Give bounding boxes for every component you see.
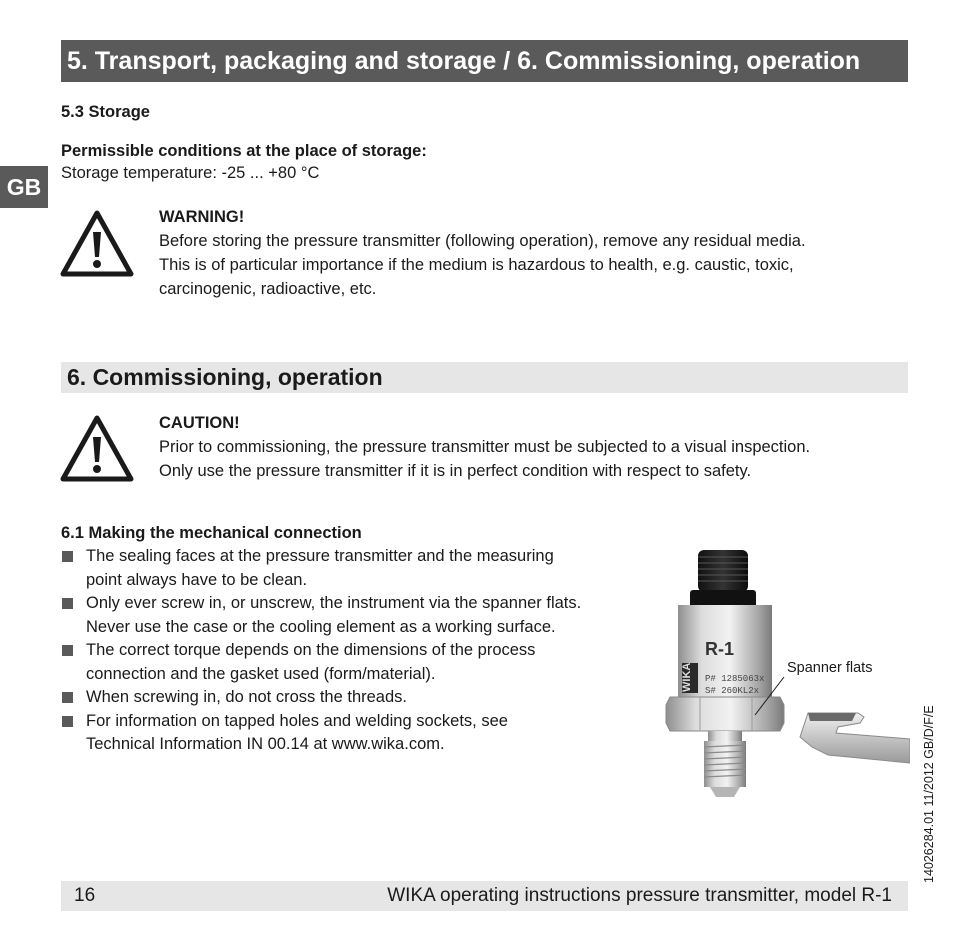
bullet-square-icon — [62, 716, 73, 727]
footer-title: WIKA operating instructions pressure transmitter, model R-1 — [387, 885, 892, 906]
spanner-flats-callout: Spanner flats — [787, 660, 873, 676]
caution-line: Only use the pressure transmitter if it is in perfect condition with respect to safety. — [159, 462, 752, 480]
list-item: Only ever screw in, or unscrew, the instrument via the spanner flats. Never use the case or the cooling element as a working surface. — [61, 592, 661, 639]
bullet-square-icon — [62, 645, 73, 656]
bullet-square-icon — [62, 551, 73, 562]
warning-triangle-icon — [60, 415, 134, 483]
section-header-6: 6. Commissioning, operation — [61, 362, 908, 393]
serial-s: S# 260KL2x — [705, 686, 760, 696]
storage-heading: 5.3 Storage — [61, 103, 150, 121]
brand-mark: WIKA — [681, 662, 693, 692]
section-header-5-6: 5. Transport, packaging and storage / 6. Commissioning, operation — [61, 40, 908, 82]
storage-conditions-heading: Permissible conditions at the place of storage: — [61, 142, 427, 160]
document-code: 14026284.01 11/2012 GB/D/F/E — [922, 705, 936, 883]
list-item: When screwing in, do not cross the threads. — [61, 686, 661, 710]
list-item: The sealing faces at the pressure transmitter and the measuring point always have to be clean. — [61, 545, 661, 592]
warning-triangle-icon — [60, 210, 134, 278]
caution-line: Prior to commissioning, the pressure transmitter must be subjected to a visual inspection. — [159, 438, 811, 456]
warning-line: Before storing the pressure transmitter (following operation), remove any residual media. — [159, 232, 806, 250]
mechanical-connection-heading: 6.1 Making the mechanical connection — [61, 524, 362, 542]
language-tab-gb: GB — [0, 166, 48, 208]
pressure-transmitter-photo — [660, 545, 910, 800]
list-item: For information on tapped holes and welding sockets, see Technical Information IN 00.14 at www.wika.com. — [61, 710, 661, 757]
list-item: The correct torque depends on the dimensions of the process connection and the gasket used (form/material). — [61, 639, 661, 686]
warning-title: WARNING! — [159, 208, 245, 226]
page-footer — [61, 881, 908, 911]
mechanical-bullet-list — [61, 545, 661, 757]
bullet-square-icon — [62, 692, 73, 703]
model-mark: R-1 — [705, 639, 735, 659]
page-number: 16 — [74, 885, 96, 906]
caution-title: CAUTION! — [159, 414, 240, 432]
storage-temperature: Storage temperature: -25 ... +80 °C — [61, 164, 320, 182]
serial-p: P# 1285063x — [705, 674, 765, 684]
warning-line: carcinogenic, radioactive, etc. — [159, 280, 377, 298]
warning-line: This is of particular importance if the medium is hazardous to health, e.g. caustic, toxic, — [159, 256, 794, 274]
bullet-square-icon — [62, 598, 73, 609]
